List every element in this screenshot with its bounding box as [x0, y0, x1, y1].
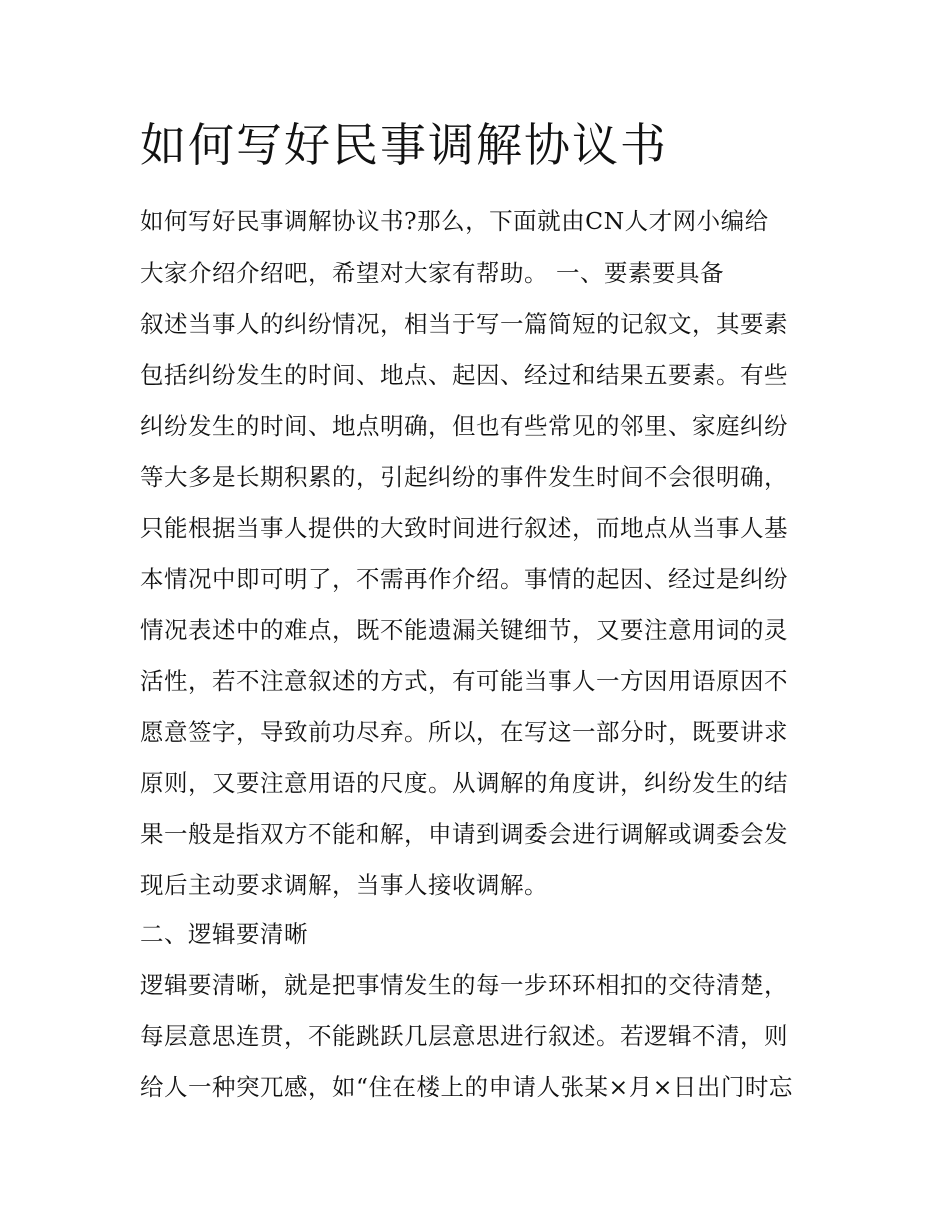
body-line: 给人一种突兀感，如“住在楼上的申请人张某×月×日出门时忘: [140, 1073, 793, 1101]
body-line: 果一般是指双方不能和解，申请到调委会进行调解或调委会发: [140, 820, 788, 848]
body-line: 逻辑要清晰，就是把事情发生的每一步环环相扣的交待清楚，: [140, 971, 788, 999]
body-line: 愿意签字，导致前功尽弃。所以，在写这一部分时，既要讲求: [140, 718, 788, 746]
body-line: 本情况中即可明了，不需再作介绍。事情的起因、经过是纠纷: [140, 565, 788, 593]
body-line: 叙述当事人的纠纷情况，相当于写一篇简短的记叙文，其要素: [140, 310, 788, 338]
document-title: 如何写好民事调解协议书: [140, 118, 668, 172]
body-line: 每层意思连贯，不能跳跃几层意思进行叙述。若逻辑不清，则: [140, 1022, 788, 1050]
body-line: 纠纷发生的时间、地点明确，但也有些常见的邻里、家庭纠纷: [140, 412, 788, 440]
body-line: 现后主动要求调解，当事人接收调解。: [140, 871, 548, 899]
body-line: 原则，又要注意用语的尺度。从调解的角度讲，纠纷发生的结: [140, 769, 788, 797]
body-line: 活性，若不注意叙述的方式，有可能当事人一方因用语原因不: [140, 667, 788, 695]
body-line: 等大多是长期积累的，引起纠纷的事件发生时间不会很明确，: [140, 463, 788, 491]
section-heading: 二、逻辑要清晰: [140, 920, 308, 948]
body-line: 情况表述中的难点，既不能遗漏关键细节，又要注意用词的灵: [140, 616, 788, 644]
body-line: 包括纠纷发生的时间、地点、起因、经过和结果五要素。有些: [140, 361, 788, 389]
body-line: 如何写好民事调解协议书?那么，下面就由CN人才网小编给: [140, 207, 769, 235]
body-line: 大家介绍介绍吧，希望对大家有帮助。 一、要素要具备: [140, 259, 724, 287]
body-line: 只能根据当事人提供的大致时间进行叙述，而地点从当事人基: [140, 514, 788, 542]
